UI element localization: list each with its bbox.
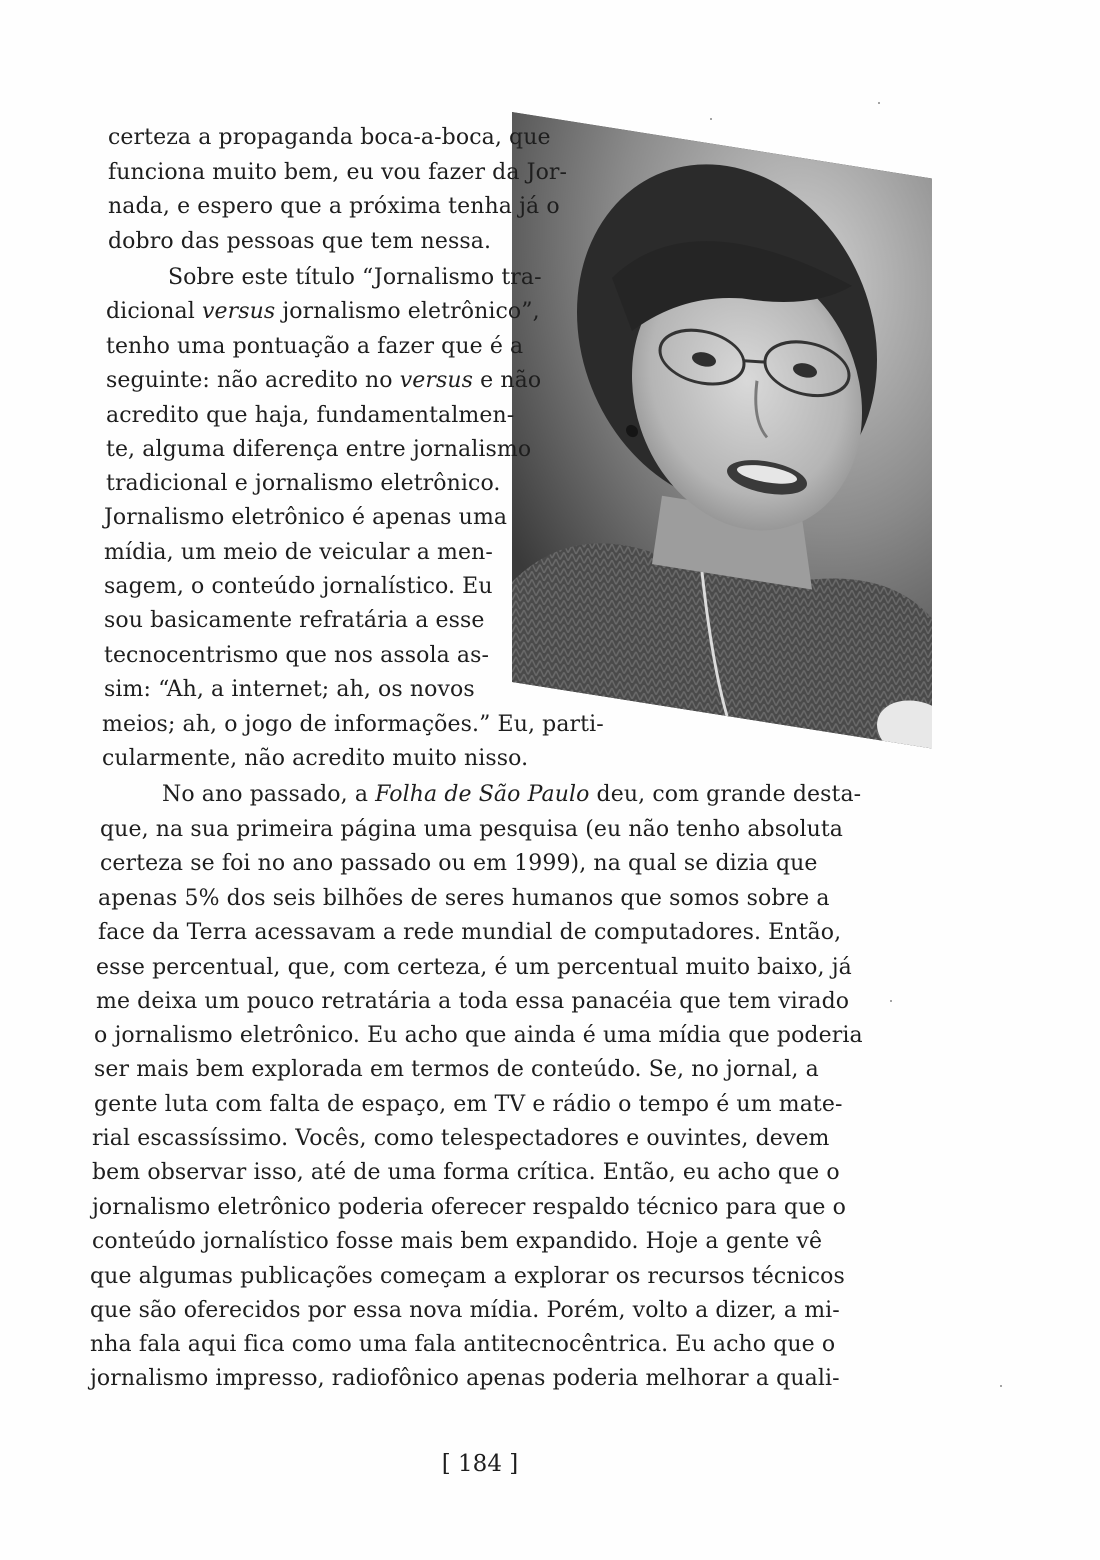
- page-number: [ 184 ]: [441, 1451, 519, 1477]
- text-line: [104, 538, 493, 568]
- text-line: [92, 1158, 840, 1188]
- text-segment: Jornalismo eletrônico é apenas uma: [104, 505, 508, 530]
- text-segment: jornalismo eletrônico”,: [275, 299, 540, 324]
- text-line: [92, 1124, 830, 1154]
- scan-speck: [890, 1000, 892, 1002]
- text-segment: tecnocentrismo que nos assola as-: [104, 643, 490, 668]
- portrait-photo-image: [512, 112, 932, 749]
- text-line: [104, 572, 493, 602]
- text-line: [104, 503, 507, 533]
- text-line: [90, 1364, 840, 1394]
- scan-speck: [878, 102, 880, 104]
- text-segment: que algumas publicações começam a explorar os recursos técnicos: [90, 1264, 845, 1289]
- text-segment: rial escassíssimo. Vocês, como telespectadores e ouvintes, devem: [92, 1126, 830, 1151]
- text-line: [90, 1330, 835, 1360]
- text-segment: conteúdo jornalístico fosse mais bem expandido. Hoje a gente vê: [92, 1229, 823, 1254]
- text-line: [96, 987, 849, 1017]
- text-segment: seguinte: não acredito no: [106, 368, 400, 393]
- text-segment: gente luta com falta de espaço, em TV e rádio o tempo é um mate-: [94, 1092, 843, 1117]
- text-line: [108, 123, 551, 153]
- text-segment: dicional: [106, 299, 202, 324]
- text-segment: deu, com grande desta-: [589, 782, 862, 807]
- text-segment: tenho uma pontuação a fazer que é a: [106, 334, 524, 359]
- text-line: [94, 1055, 819, 1085]
- italic-text: versus: [201, 299, 276, 324]
- text-segment: dobro das pessoas que tem nessa.: [108, 229, 492, 254]
- text-line: [162, 780, 861, 810]
- text-line: [168, 263, 542, 293]
- portrait-photo: [512, 112, 932, 749]
- text-line: [98, 918, 841, 948]
- text-line: [102, 744, 528, 774]
- text-segment: funciona muito bem, eu vou fazer da Jor-: [108, 160, 568, 185]
- scan-speck: [1000, 1385, 1002, 1387]
- text-line: [94, 1021, 863, 1051]
- text-segment: jornalismo impresso, radiofônico apenas poderia melhorar a quali-: [90, 1366, 840, 1391]
- text-line: [106, 435, 531, 465]
- text-line: [92, 1227, 822, 1257]
- text-line: [94, 1090, 843, 1120]
- text-line: [98, 884, 830, 914]
- text-segment: Sobre este título “Jornalismo tra-: [168, 265, 542, 290]
- text-line: [104, 606, 485, 636]
- text-line: [106, 469, 501, 499]
- text-segment: No ano passado, a: [162, 782, 376, 807]
- text-segment: sou basicamente refratária a esse: [104, 608, 485, 633]
- text-segment: acredito que haja, fundamentalmen-: [106, 403, 515, 428]
- text-line: [104, 641, 489, 671]
- text-segment: apenas 5% dos seis bilhões de seres humanos que somos sobre a: [98, 886, 830, 911]
- text-line: [106, 332, 523, 362]
- text-segment: nada, e espero que a próxima tenha já o: [108, 194, 560, 219]
- text-segment: ser mais bem explorada em termos de conteúdo. Se, no jornal, a: [94, 1057, 819, 1082]
- text-line: [108, 227, 491, 257]
- text-segment: tradicional e jornalismo eletrônico.: [106, 471, 501, 496]
- text-line: [100, 815, 843, 845]
- text-segment: bem observar isso, até de uma forma crítica. Então, eu acho que o: [92, 1160, 840, 1185]
- text-line: [92, 1193, 846, 1223]
- text-line: [104, 675, 475, 705]
- text-line: [108, 158, 567, 188]
- italic-text: versus: [399, 368, 474, 393]
- text-segment: meios; ah, o jogo de informações.” Eu, parti-: [102, 712, 604, 737]
- text-line: [106, 366, 541, 396]
- text-line: [90, 1262, 845, 1292]
- scan-speck: [710, 118, 712, 120]
- text-line: [100, 849, 818, 879]
- text-line: [108, 192, 560, 222]
- text-segment: o jornalismo eletrônico. Eu acho que ainda é uma mídia que poderia: [94, 1023, 863, 1048]
- text-line: [106, 297, 540, 327]
- text-segment: certeza a propaganda boca-a-boca, que: [108, 125, 551, 150]
- text-segment: que, na sua primeira página uma pesquisa (eu não tenho absoluta: [100, 817, 844, 842]
- text-segment: que são oferecidos por essa nova mídia. Porém, volto a dizer, a mi-: [90, 1298, 840, 1323]
- text-segment: nha fala aqui fica como uma fala antitecnocêntrica. Eu acho que o: [90, 1332, 836, 1357]
- text-segment: certeza se foi no ano passado ou em 1999), na qual se dizia que: [100, 851, 818, 876]
- text-segment: mídia, um meio de veicular a men-: [104, 540, 493, 565]
- text-segment: face da Terra acessavam a rede mundial de computadores. Então,: [98, 920, 842, 945]
- text-segment: me deixa um pouco retratária a toda essa panacéia que tem virado: [96, 989, 850, 1014]
- text-segment: e não: [473, 368, 542, 393]
- text-line: [90, 1296, 840, 1326]
- text-segment: sagem, o conteúdo jornalístico. Eu: [104, 574, 493, 599]
- text-segment: cularmente, não acredito muito nisso.: [102, 746, 529, 771]
- text-segment: sim: “Ah, a internet; ah, os novos: [104, 677, 475, 702]
- italic-text: Folha de São Paulo: [375, 782, 590, 807]
- text-line: [106, 401, 514, 431]
- text-segment: esse percentual, que, com certeza, é um percentual muito baixo, já: [96, 955, 852, 980]
- text-segment: te, alguma diferença entre jornalismo: [106, 437, 532, 462]
- text-line: [102, 710, 604, 740]
- text-segment: jornalismo eletrônico poderia oferecer respaldo técnico para que o: [92, 1195, 846, 1220]
- text-line: [96, 953, 852, 983]
